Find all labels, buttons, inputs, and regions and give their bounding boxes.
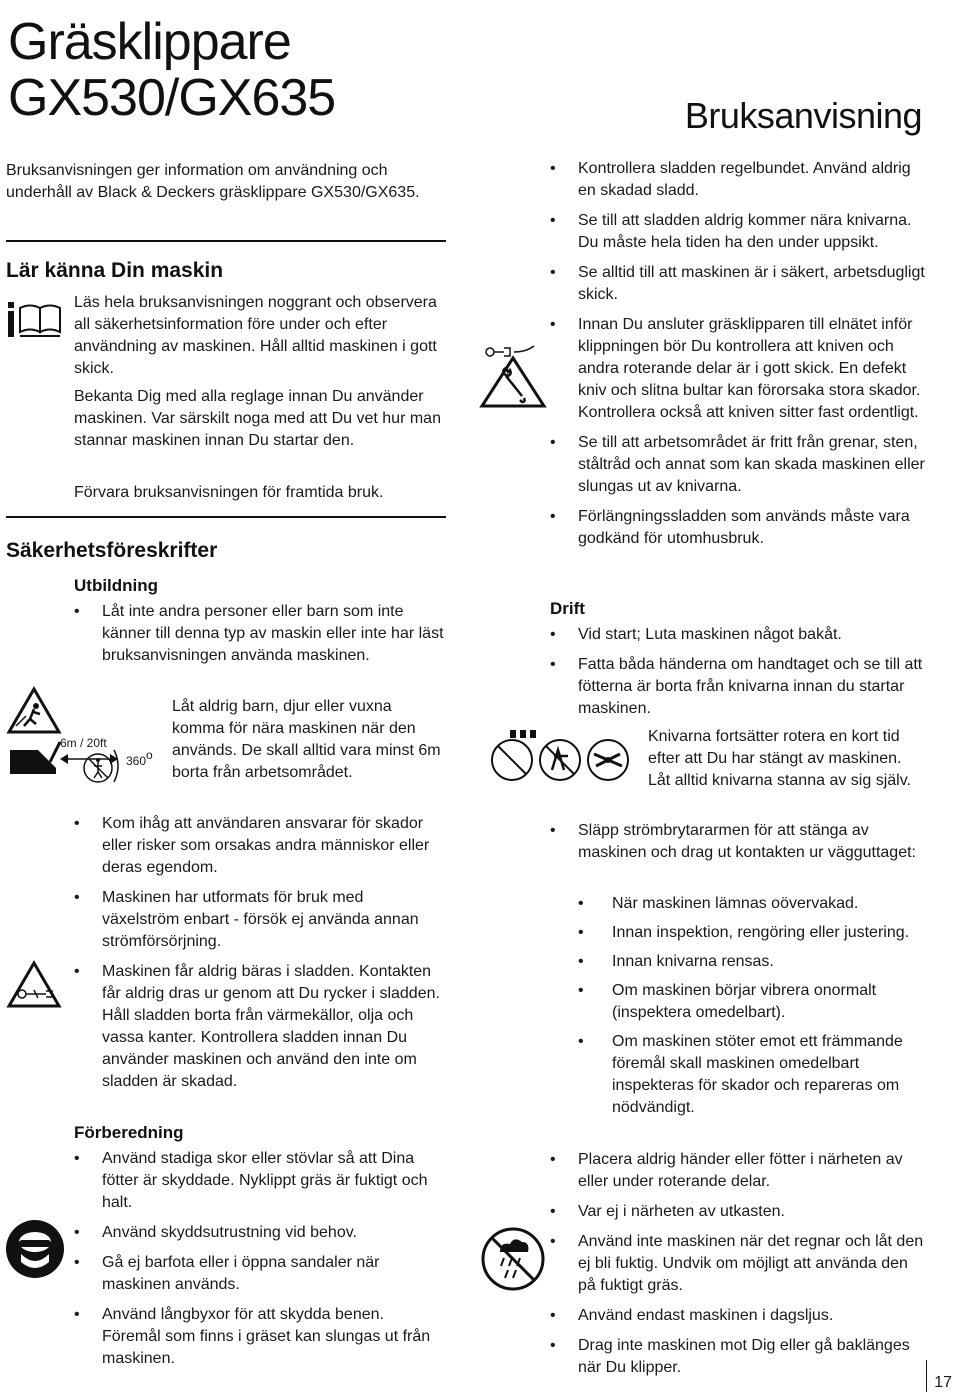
- training-list: [74, 601, 444, 675]
- list-item: • Förlängningssladden som används måste vara godkänd för utomhusbruk.: [550, 506, 930, 550]
- list-item: • Kontrollera sladden regelbundet. Använd aldrig en skadad sladd.: [550, 158, 930, 202]
- list-item: • Fatta båda händerna om handtaget och se till att fötterna är borta från knivarna innan du startar maskinen.: [550, 654, 930, 720]
- info-book-icon: [6, 300, 62, 340]
- divider: [6, 240, 446, 242]
- list-item: • Vid start; Luta maskinen något bakåt.: [550, 624, 930, 646]
- list-item: • Låt inte andra personer eller barn som inte känner till denna typ av maskin eller inte har läst bruksanvisningen använda maskinen.: [74, 601, 444, 667]
- list-item: • Drag inte maskinen mot Dig eller gå baklänges när Du klipper.: [550, 1335, 930, 1379]
- list-item: • När maskinen lämnas oövervakad.: [578, 893, 928, 915]
- divider: [6, 516, 446, 518]
- sub-list: [578, 893, 928, 1126]
- cord-warning-icon: [6, 960, 62, 1010]
- list-item: • Innan knivarna rensas.: [578, 951, 928, 973]
- list-item: • Maskinen får aldrig bäras i sladden. Kontakten får aldrig dras ur genom att Du rycker i sladden. Håll sladden borta från värmekällor, olja och vassa kanter. Kontrollera sladden innan Du använder maskinen och använd den inte om sladden är skadad.: [74, 961, 444, 1093]
- list-item: • Använd endast maskinen i dagsljus.: [550, 1305, 930, 1327]
- mower-icon: [6, 738, 62, 778]
- training-heading: Utbildning: [74, 576, 159, 595]
- list-item: • Placera aldrig händer eller fötter i närheten av eller under roterande delar.: [550, 1149, 930, 1193]
- rotating-blade-icons: [484, 726, 634, 786]
- section-title: Bruksanvisning: [684, 95, 922, 136]
- list-item: • Se alltid till att maskinen är i säkert, arbetsdugligt skick.: [550, 262, 930, 306]
- drift-list: [550, 624, 930, 728]
- list-item: • Maskinen har utformats för bruk med växelström enbart - försök ej använda annan strömförsörjning.: [74, 887, 444, 953]
- list-item: • Använd stadiga skor eller stövlar så att Dina fötter är skyddade. Nyklippt gräs är fuktigt och halt.: [74, 1148, 444, 1214]
- list-item: • Om maskinen börjar vibrera onormalt (inspektera omedelbart).: [578, 980, 928, 1024]
- prep-list: [74, 1148, 444, 1378]
- list-item: • Använd inte maskinen när det regnar och låt den ej bli fuktig. Undvik om möjligt att använda den på fuktigt gräs.: [550, 1231, 930, 1297]
- list-item: • Se till att arbetsområdet är fritt från grenar, sten, ståltråd och annat som kan skada maskinen eller slungas ut av knivarna.: [550, 432, 930, 498]
- right-list-bottom: [550, 1149, 930, 1387]
- know-machine-heading: Lär känna Din maskin: [6, 259, 224, 282]
- no-rain-icon: [480, 1226, 546, 1292]
- list-item: • Använd långbyxor för att skydda benen. Föremål som finns i gräset kan slungas ut från maskinen.: [74, 1304, 444, 1370]
- training-list-after: [74, 813, 444, 1101]
- list-item: • Släpp strömbrytararmen för att stänga av maskinen och drag ut kontakten ur vägguttaget:: [550, 820, 930, 864]
- list-item: • Innan inspektion, rengöring eller justering.: [578, 922, 928, 944]
- list-item: • Var ej i närheten av utkasten.: [550, 1201, 930, 1223]
- safety-heading: Säkerhetsföreskrifter: [6, 539, 218, 562]
- blade-text: Knivarna fortsätter rotera en kort tid efter att Du har stängt av maskinen. Låt alltid knivarna stanna av sig själv.: [648, 728, 911, 789]
- title-line-2: GX530/GX635: [8, 69, 336, 127]
- distance-text: Låt aldrig barn, djur eller vuxna komma för nära maskinen när den används. De skall alltid vara minst 6m borta från arbetsområdet.: [172, 698, 441, 781]
- page-title: [8, 14, 335, 126]
- prep-heading: Förberedning: [74, 1123, 184, 1142]
- know-machine-p3: Förvara bruksanvisningen för framtida bruk.: [74, 484, 384, 501]
- page-number: [926, 1360, 954, 1392]
- list-item: • Kom ihåg att användaren ansvarar för skador eller risker som orsakas andra människor eller deras egendom.: [74, 813, 444, 879]
- release-list: [550, 820, 930, 872]
- angle-value: 360: [126, 754, 147, 768]
- intro-text: Bruksanvisningen ger information om användning och underhåll av Black & Deckers gräsklippare GX530/GX635.: [6, 162, 420, 201]
- disconnect-before-service-icon: [478, 322, 548, 408]
- list-item: • Innan Du ansluter gräsklipparen till elnätet inför klippningen bör Du kontrollera att kniven och andra roterande delar är i gott skick. En defekt kniv och slitna bultar kan förorsaka stora skador. Kontrollera också att kniven sitter fast ordentligt.: [550, 314, 930, 424]
- page-number-value: 17: [934, 1374, 952, 1391]
- know-machine-p1: Läs hela bruksanvisningen noggrant och observera all säkerhetsinformation före under och efter användning av maskinen. Håll alltid maskinen i gott skick.: [74, 294, 437, 377]
- distance-label: 6m / 20ft: [60, 736, 107, 750]
- list-item: • Se till att sladden aldrig kommer nära knivarna. Du måste hela tiden ha den under uppsikt.: [550, 210, 930, 254]
- angle-label: 360o: [126, 748, 153, 768]
- title-line-1: Gräsklippare: [8, 13, 291, 71]
- right-list-top: [550, 158, 930, 558]
- warning-thrown-objects-icon: [6, 686, 62, 736]
- know-machine-p2: Bekanta Dig med alla reglage innan Du använder maskinen. Var särskilt noga med att Du vet hur man stannar maskinen innan Du startar den.: [74, 388, 441, 449]
- list-item: • Om maskinen stöter emot ett främmande föremål skall maskinen omedelbart inspekteras för skador och repareras om nödvändigt.: [578, 1031, 928, 1119]
- list-item: • Använd skyddsutrustning vid behov.: [74, 1222, 444, 1244]
- list-item: • Gå ej barfota eller i öppna sandaler när maskinen används.: [74, 1252, 444, 1296]
- protective-equipment-icon: [4, 1218, 66, 1280]
- drift-heading: Drift: [550, 599, 585, 618]
